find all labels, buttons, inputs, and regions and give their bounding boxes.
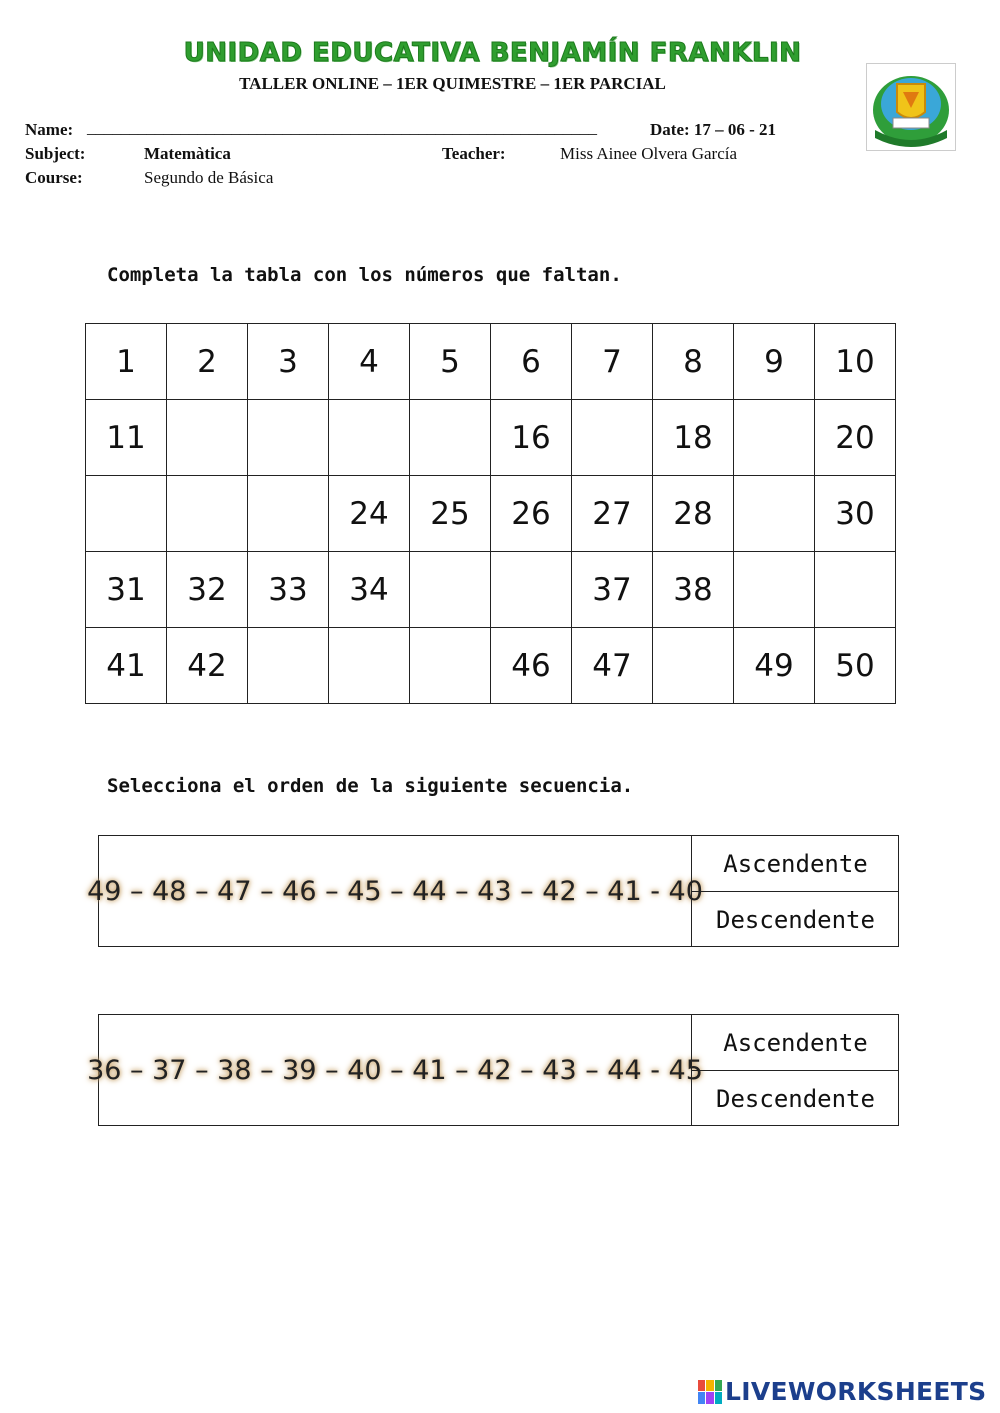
blank-answer-cell[interactable] — [167, 400, 248, 476]
school-title: UNIDAD EDUCATIVA BENJAMÍN FRANKLIN — [183, 38, 802, 68]
number-table — [85, 323, 896, 704]
option-descendente[interactable]: Descendente — [692, 1070, 899, 1126]
school-crest-icon — [866, 63, 956, 151]
blank-answer-cell[interactable] — [248, 400, 329, 476]
number-cell: 7 — [572, 324, 653, 400]
number-cell: 28 — [653, 476, 734, 552]
blank-answer-cell[interactable] — [410, 628, 491, 704]
course-label: Course: — [25, 168, 83, 187]
exercise2-instruction: Selecciona el orden de la siguiente secuencia. — [107, 775, 634, 797]
sequence-question-1 — [87, 835, 899, 947]
name-label: Name: — [25, 120, 74, 139]
sequence-text — [87, 836, 703, 946]
number-cell: 26 — [491, 476, 572, 552]
number-cell: 6 — [491, 324, 572, 400]
number-cell: 18 — [653, 400, 734, 476]
exercise1-instruction: Completa la tabla con los números que faltan. — [107, 264, 622, 286]
number-cell: 3 — [248, 324, 329, 400]
number-cell: 38 — [653, 552, 734, 628]
teacher-value: Miss Ainee Olvera García — [560, 144, 738, 163]
number-cell: 27 — [572, 476, 653, 552]
blank-answer-cell[interactable] — [248, 628, 329, 704]
number-cell: 1 — [86, 324, 167, 400]
number-cell: 30 — [815, 476, 896, 552]
blank-answer-cell[interactable] — [653, 628, 734, 704]
blank-answer-cell[interactable] — [329, 628, 410, 704]
sequence-numbers: 36 – 37 – 38 – 39 – 40 – 41 – 42 – 43 – 44 - 45 — [87, 1054, 703, 1086]
subject-value: Matemàtica — [144, 144, 231, 163]
number-cell: 9 — [734, 324, 815, 400]
number-cell: 49 — [734, 628, 815, 704]
order-options — [691, 836, 899, 946]
blank-answer-cell[interactable] — [734, 400, 815, 476]
number-cell: 4 — [329, 324, 410, 400]
option-descendente[interactable]: Descendente — [692, 891, 899, 947]
teacher-label: Teacher: — [442, 144, 506, 163]
number-cell: 47 — [572, 628, 653, 704]
number-cell: 34 — [329, 552, 410, 628]
blank-answer-cell[interactable] — [815, 552, 896, 628]
number-cell: 20 — [815, 400, 896, 476]
number-cell: 10 — [815, 324, 896, 400]
number-cell: 11 — [86, 400, 167, 476]
number-cell: 2 — [167, 324, 248, 400]
course-value: Segundo de Básica — [144, 168, 274, 187]
blank-answer-cell[interactable] — [734, 476, 815, 552]
name-field[interactable]: ____________________________________________________________ — [87, 118, 597, 137]
table-row — [86, 400, 896, 476]
blank-answer-cell[interactable] — [86, 476, 167, 552]
table-row — [86, 552, 896, 628]
number-cell: 33 — [248, 552, 329, 628]
number-cell: 42 — [167, 628, 248, 704]
table-row — [86, 324, 896, 400]
blank-answer-cell[interactable] — [410, 552, 491, 628]
blank-answer-cell[interactable] — [167, 476, 248, 552]
sequence-numbers: 49 – 48 – 47 – 46 – 45 – 44 – 43 – 42 – 41 - 40 — [87, 875, 703, 907]
sequence-text — [87, 1015, 703, 1125]
number-cell: 25 — [410, 476, 491, 552]
subject-label: Subject: — [25, 144, 86, 163]
option-ascendente[interactable]: Ascendente — [723, 1028, 868, 1057]
number-cell: 41 — [86, 628, 167, 704]
blank-answer-cell[interactable] — [248, 476, 329, 552]
number-cell: 50 — [815, 628, 896, 704]
liveworksheets-brand — [698, 1377, 986, 1406]
number-cell: 5 — [410, 324, 491, 400]
table-row — [86, 628, 896, 704]
workshop-subtitle: TALLER ONLINE – 1ER QUIMESTRE – 1ER PARCIAL — [239, 74, 666, 93]
brand-text: LIVEWORKSHEETS — [725, 1377, 987, 1406]
sequence-question-2 — [87, 1014, 899, 1126]
number-cell: 32 — [167, 552, 248, 628]
option-ascendente[interactable]: Ascendente — [723, 849, 868, 878]
number-cell: 8 — [653, 324, 734, 400]
date-label: Date: 17 – 06 - 21 — [650, 120, 777, 139]
number-cell: 46 — [491, 628, 572, 704]
number-cell: 24 — [329, 476, 410, 552]
liveworksheets-logo-icon — [698, 1380, 722, 1404]
blank-answer-cell[interactable] — [734, 552, 815, 628]
number-cell: 31 — [86, 552, 167, 628]
number-cell: 37 — [572, 552, 653, 628]
table-row — [86, 476, 896, 552]
blank-answer-cell[interactable] — [491, 552, 572, 628]
order-options — [691, 1015, 899, 1125]
blank-answer-cell[interactable] — [410, 400, 491, 476]
blank-answer-cell[interactable] — [572, 400, 653, 476]
blank-answer-cell[interactable] — [329, 400, 410, 476]
number-cell: 16 — [491, 400, 572, 476]
